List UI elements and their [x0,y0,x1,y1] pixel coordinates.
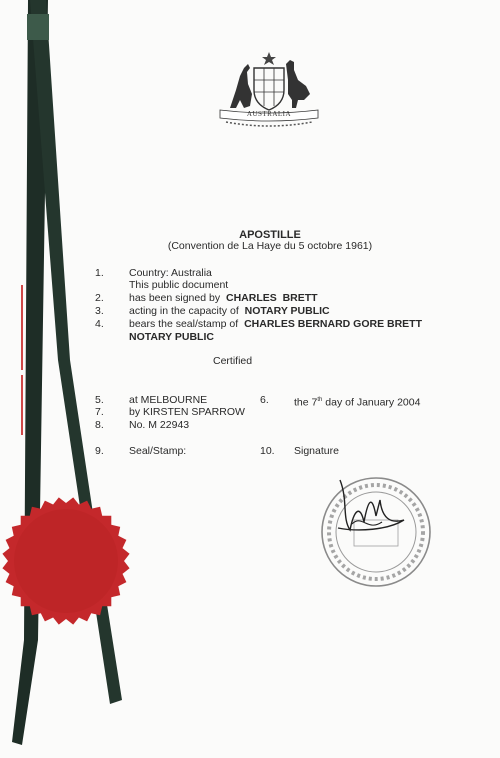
by-field: by KIRSTEN SPARROW [129,406,245,418]
signature-label: Signature [294,445,339,457]
number-field: No. M 22943 [129,419,190,431]
ribbon-knot [27,14,49,40]
signed-by-label: has been signed by [129,292,221,304]
signed-by-name: CHARLES BRETT [226,292,318,304]
item-number-4: 4. [95,318,104,330]
crest-banner: AUSTRALIA [246,110,292,118]
public-document-label: This public document [129,279,229,291]
seal-of-label: bears the seal/stamp of [129,318,239,330]
item-number-9: 9. [95,445,104,457]
official-stamp [318,470,434,590]
capacity-line [129,305,330,318]
seal-stamp-label: Seal/Stamp: [129,445,187,457]
handwritten-signature [338,480,404,530]
item-number-8: 8. [95,419,104,431]
seal-of-line [129,318,422,331]
country-field: Country: Australia [129,267,212,279]
item-number-5: 5. [95,394,104,406]
signed-by-line [129,292,318,305]
capacity-label: acting in the capacity of [129,305,239,317]
apostille-title: APOSTILLE [239,229,301,241]
seal-of-name: CHARLES BERNARD GORE BRETT [244,318,422,330]
ribbon [0,0,140,758]
item-number-2: 2. [95,292,104,304]
convention-subtitle: (Convention de La Haye du 5 octobre 1961) [167,240,373,252]
wax-seal [0,495,132,627]
capacity-value: NOTARY PUBLIC [244,305,330,317]
coat-of-arms-icon [214,50,324,130]
item-number-10: 10. [260,445,275,457]
item-number-3: 3. [95,305,104,317]
certified-label: Certified [213,355,253,367]
date-field: the 7th day of January 2004 [294,396,421,409]
item-number-6: 6. [260,394,269,406]
item-number-1: 1. [95,267,104,279]
place-field: at MELBOURNE [129,394,208,406]
seal-of-title: NOTARY PUBLIC [129,331,214,343]
item-number-7: 7. [95,406,104,418]
